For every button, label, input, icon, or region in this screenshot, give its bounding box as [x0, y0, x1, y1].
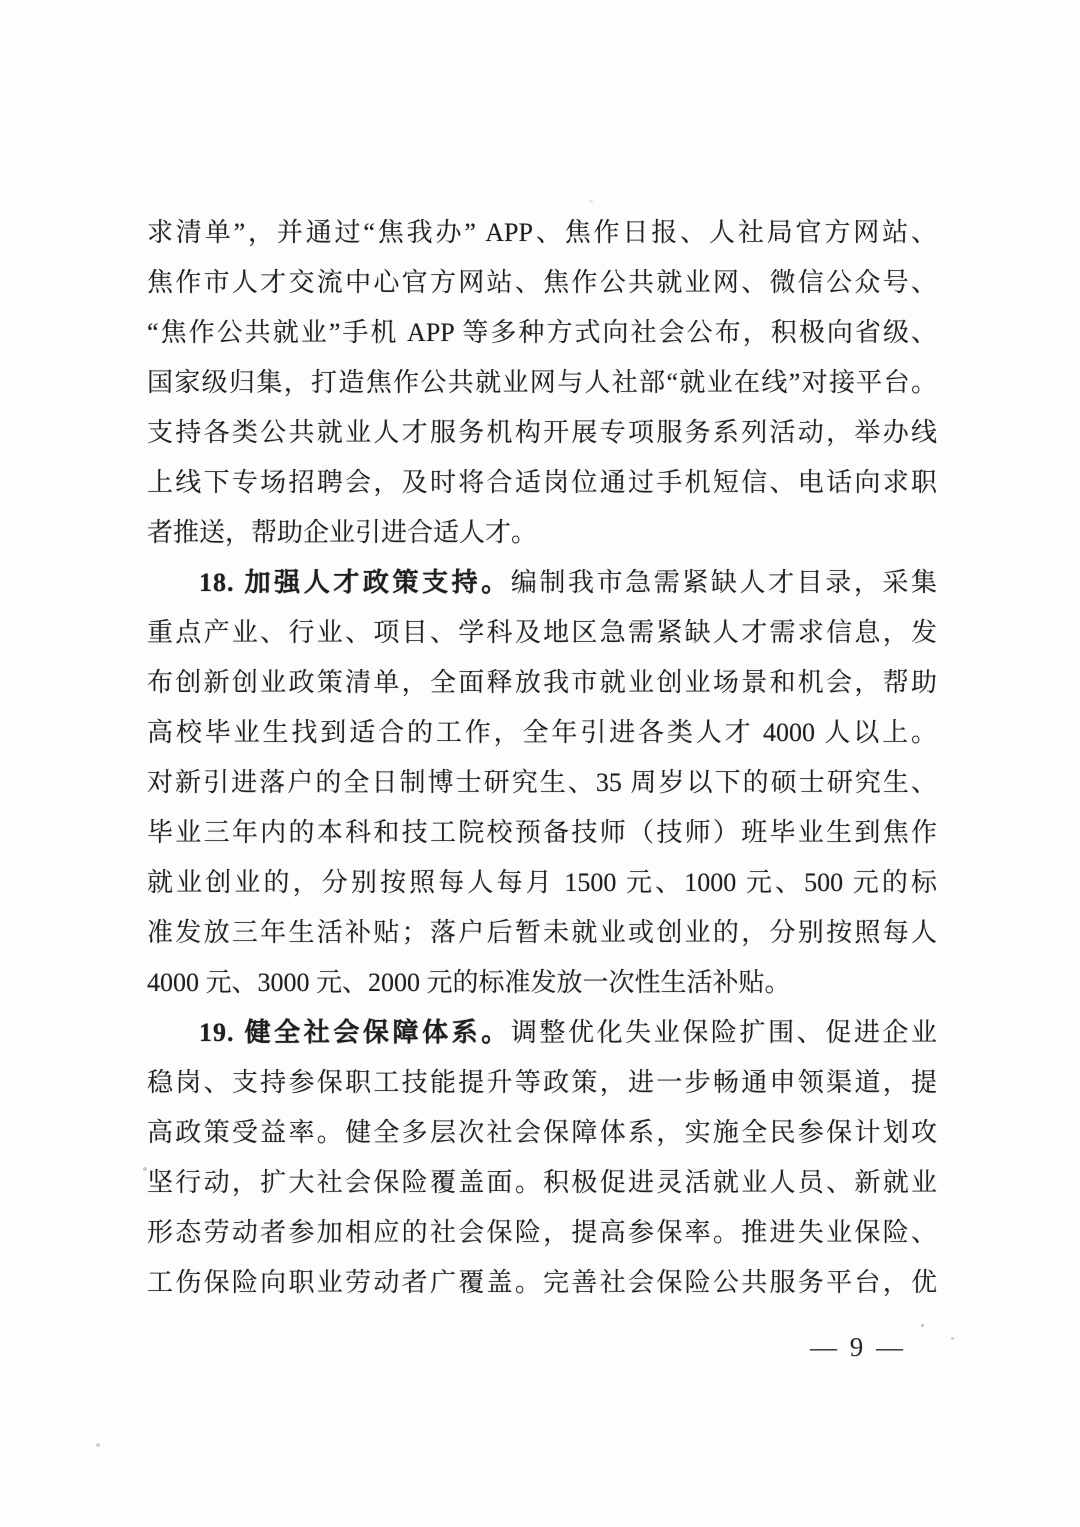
body-text: 求清单”，并通过“焦我办” APP、焦作日报、人社局官方网站、 — [147, 218, 937, 247]
body-text: 形态劳动者参加相应的社会保险，提高参保率。推进失业保险、 — [147, 1218, 937, 1247]
body-text: 国家级归集，打造焦作公共就业网与人社部“就业在线”对接平台。 — [147, 368, 937, 397]
paragraph-lead-text: 19. 健全社会保障体系。 — [199, 1018, 511, 1047]
text-line — [147, 608, 937, 658]
text-line — [147, 308, 937, 358]
body-text: 重点产业、行业、项目、学科及地区急需紧缺人才需求信息，发 — [147, 618, 937, 647]
text-line — [147, 858, 937, 908]
body-text: 对新引进落户的全日制博士研究生、35 周岁以下的硕士研究生、 — [147, 768, 937, 797]
page-footer — [0, 1332, 1080, 1363]
scan-speck — [921, 1324, 924, 1327]
text-line — [147, 808, 937, 858]
scan-speck — [143, 1167, 147, 1171]
text-line — [147, 758, 937, 808]
text-line — [147, 508, 937, 558]
body-text: 就业创业的，分别按照每人每月 1500 元、1000 元、500 元的标 — [147, 868, 937, 897]
body-text: 焦作市人才交流中心官方网站、焦作公共就业网、微信公众号、 — [147, 268, 937, 297]
body-text: 毕业三年内的本科和技工院校预备技师（技师）班毕业生到焦作 — [147, 818, 937, 847]
text-column — [147, 208, 937, 1308]
scan-speck — [589, 200, 593, 203]
body-text: 高政策受益率。健全多层次社会保障体系，实施全民参保计划攻 — [147, 1118, 937, 1147]
text-line — [147, 1208, 937, 1258]
text-line — [147, 358, 937, 408]
text-line — [147, 658, 937, 708]
page-number: — 9 — — [810, 1332, 906, 1362]
body-text: 准发放三年生活补贴；落户后暂未就业或创业的，分别按照每人 — [147, 918, 937, 947]
body-text: 调整优化失业保险扩围、促进企业 — [510, 1018, 937, 1047]
text-line — [147, 958, 937, 1008]
text-line — [147, 458, 937, 508]
body-text: 者推送，帮助企业引进合适人才。 — [147, 518, 538, 547]
body-text: 4000 元、3000 元、2000 元的标准发放一次性生活补贴。 — [147, 968, 791, 997]
text-line — [147, 408, 937, 458]
text-line — [147, 208, 937, 258]
text-line — [147, 1158, 937, 1208]
text-line — [147, 1058, 937, 1108]
body-text: 坚行动，扩大社会保险覆盖面。积极促进灵活就业人员、新就业 — [147, 1168, 937, 1197]
text-line — [147, 558, 937, 608]
body-text: “焦作公共就业”手机 APP 等多种方式向社会公布，积极向省级、 — [147, 318, 937, 347]
paragraph-lead-text: 18. 加强人才政策支持。 — [199, 568, 511, 597]
text-line — [147, 1258, 937, 1308]
scan-speck — [951, 1337, 954, 1340]
text-line — [147, 1108, 937, 1158]
text-line — [147, 258, 937, 308]
body-text: 上线下专场招聘会，及时将合适岗位通过手机短信、电话向求职 — [147, 468, 937, 497]
text-line — [147, 708, 937, 758]
text-line — [147, 908, 937, 958]
body-text: 高校毕业生找到适合的工作，全年引进各类人才 4000 人以上。 — [147, 718, 937, 747]
body-text: 工伤保险向职业劳动者广覆盖。完善社会保险公共服务平台，优 — [147, 1268, 937, 1297]
scan-speck — [96, 1443, 100, 1447]
body-text: 布创新创业政策清单，全面释放我市就业创业场景和机会，帮助 — [147, 668, 937, 697]
body-text: 支持各类公共就业人才服务机构开展专项服务系列活动，举办线 — [147, 418, 937, 447]
body-text: 稳岗、支持参保职工技能提升等政策，进一步畅通申领渠道，提 — [147, 1068, 937, 1097]
body-text: 编制我市急需紧缺人才目录，采集 — [510, 568, 937, 597]
text-line — [147, 1008, 937, 1058]
